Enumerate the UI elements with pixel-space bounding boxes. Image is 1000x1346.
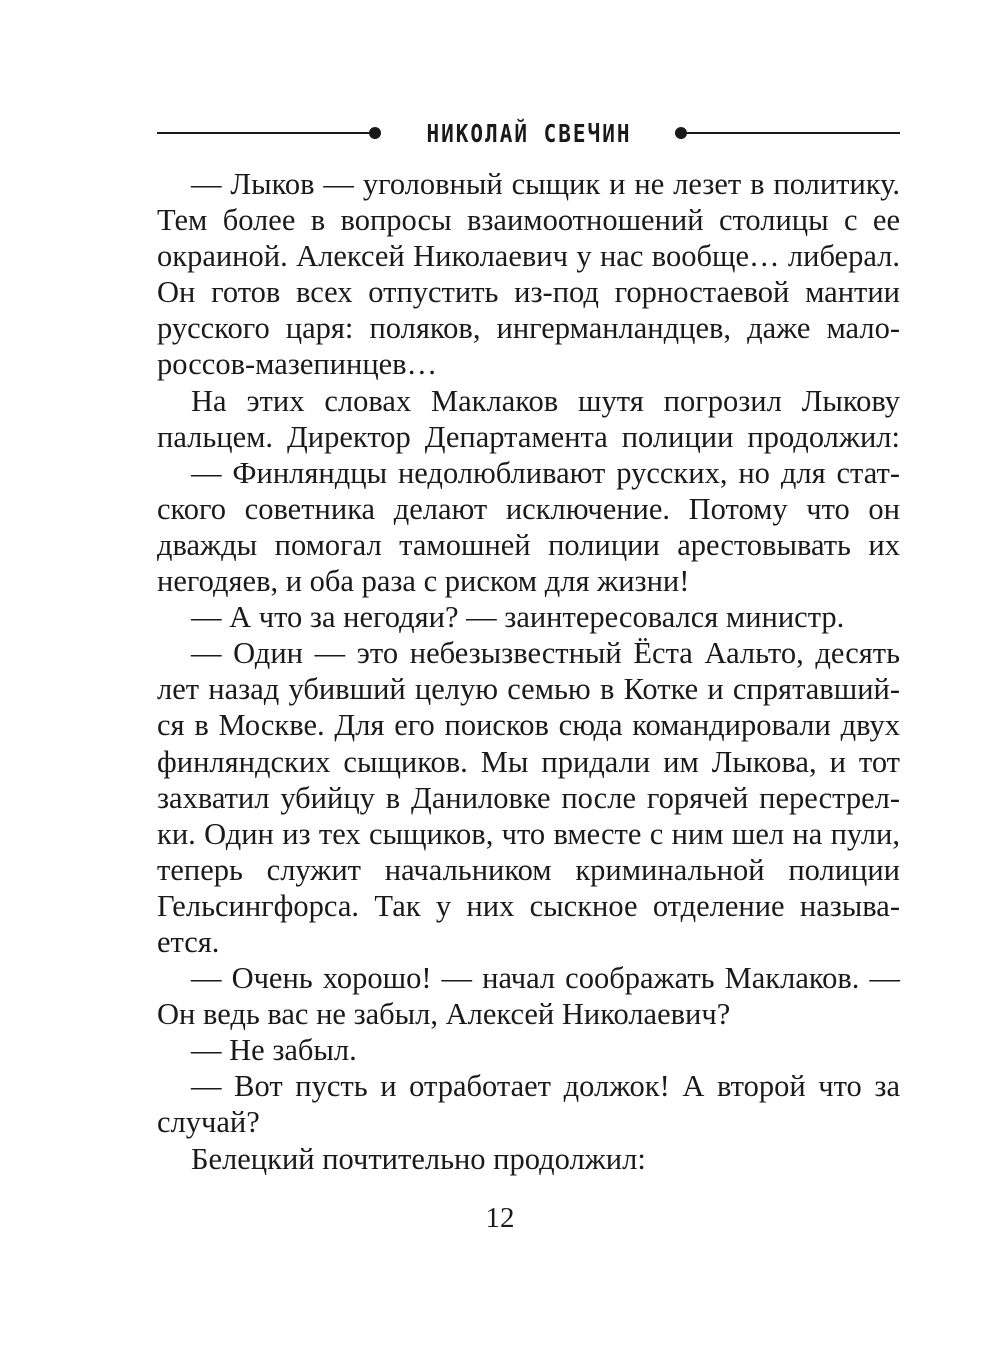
text-line: Он ведь вас не забыл, Алексей Николаевич? xyxy=(157,997,731,1032)
text-line: русского царя: поляков, ингерманландцев, даже мало- xyxy=(157,311,900,346)
text-line: — Очень хорошо! — начал соображать Маклаков. — xyxy=(191,961,900,996)
running-header xyxy=(157,118,900,148)
text-line: случай? xyxy=(157,1105,260,1140)
header-rule-right xyxy=(683,132,900,134)
text-line: захватил убийцу в Даниловке после горячей перестрел- xyxy=(157,780,900,815)
text-line: — Вот пусть и отработает должок! А второй что за xyxy=(191,1069,900,1104)
text-line: — Лыков — уголовный сыщик и не лезет в политику. xyxy=(191,167,900,201)
text-line: теперь служит начальником криминальной полиции xyxy=(157,852,900,887)
text-line: лет назад убивший целую семью в Котке и спрятавший- xyxy=(157,672,900,707)
text-line: Белецкий почтительно продолжил: xyxy=(191,1141,646,1176)
text-line: — Финляндцы недолюбливают русских, но для стат- xyxy=(191,455,900,490)
text-line: ся в Москве. Для его поисков сюда командировали двух xyxy=(157,708,900,743)
text-line: пальцем. Директор Департамента полиции продолжил: xyxy=(157,419,900,454)
text-line: Он готов всех отпустить из-под горностаевой мантии xyxy=(157,275,900,310)
text-line: На этих словах Маклаков шутя погрозил Лыкову xyxy=(191,383,900,418)
header-author: НИКОЛАЙ СВЕЧИН xyxy=(426,119,632,148)
text-line: дважды помогал тамошней полиции арестовывать их xyxy=(157,527,900,562)
text-line: окраиной. Алексей Николаевич у нас вообще… либерал. xyxy=(157,239,900,274)
text-line: — Не забыл. xyxy=(191,1033,357,1068)
text-line: — А что за негодяи? — заинтересовался министр. xyxy=(191,600,845,635)
text-line: ского советника делают исключение. Потому что он xyxy=(157,491,900,526)
header-rule-left xyxy=(157,132,371,134)
text-line: россов-мазепинцев… xyxy=(157,347,438,382)
text-line: ется. xyxy=(157,924,220,959)
text-line: Гельсингфорса. Так у них сыскное отделение называ- xyxy=(157,888,900,923)
text-line: — Один — это небезызвестный Ёста Аальто, десять xyxy=(191,636,900,671)
text-line: Тем более в вопросы взаимоотношений столицы с ее xyxy=(157,203,900,238)
page-number: 12 xyxy=(485,1202,515,1234)
text-line: финляндских сыщиков. Мы придали им Лыкова, и тот xyxy=(157,744,900,779)
text-line: ки. Один из тех сыщиков, что вместе с ним шел на пули, xyxy=(157,816,900,851)
text-line: негодяев, и оба раза с риском для жизни! xyxy=(157,564,690,599)
header-dot-left xyxy=(369,127,381,139)
body-text xyxy=(157,166,900,1177)
